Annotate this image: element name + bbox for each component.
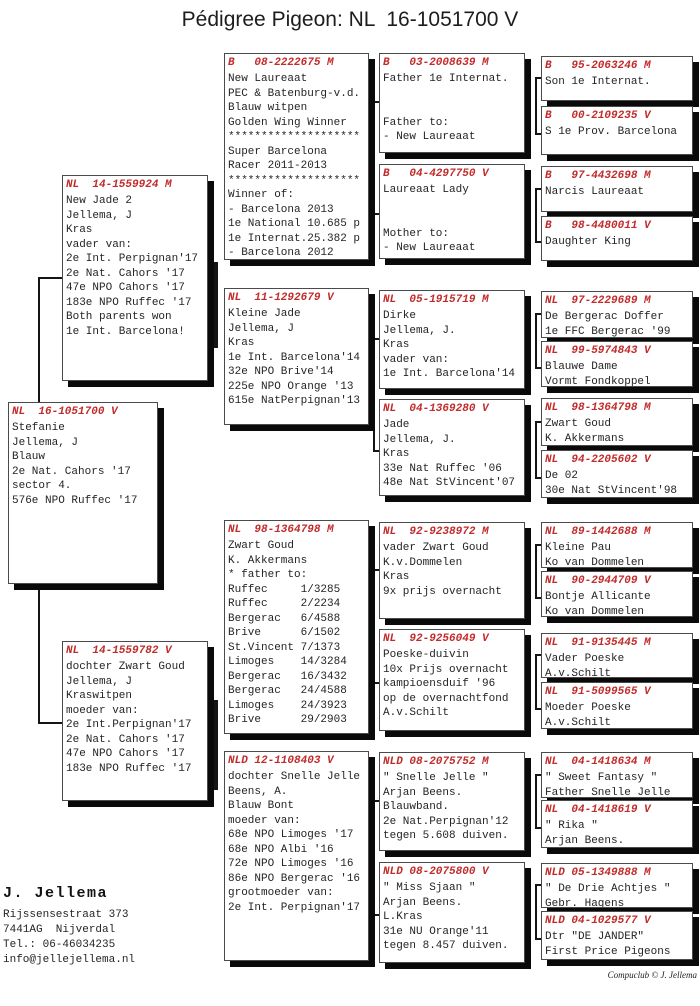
text-line: Kras <box>66 224 93 236</box>
box-details <box>545 125 689 140</box>
ring-header: B 00-2109235 V <box>545 110 651 122</box>
text-line: 2e Nat. Cahors '17 <box>66 733 185 746</box>
text-line: K.v.Dommelen <box>383 556 463 569</box>
box-details <box>12 421 154 508</box>
text-line: sector 4. <box>12 480 72 492</box>
text-line: St.Vincent 7/1373 <box>228 641 341 654</box>
ring-header: B 95-2063246 M <box>545 60 651 72</box>
ring-header: NLD 04-1029577 V <box>545 915 651 927</box>
text-line: Moeder Poeske <box>545 702 631 714</box>
box-details <box>545 771 689 798</box>
text-line: ******************** <box>228 131 361 143</box>
box-details <box>228 307 365 409</box>
text-line <box>383 198 521 213</box>
text-line: Jade <box>383 419 410 431</box>
text-line: 68e NPO Limoges '17 <box>228 829 354 841</box>
text-line: 225e NPO Orange '13 <box>228 380 354 393</box>
connector-father-bar <box>214 262 218 348</box>
text-line: Both parents won <box>66 311 172 323</box>
text-line: * father to: <box>228 569 308 581</box>
box-details <box>228 72 365 260</box>
text-line: Father Snelle Jelle <box>545 786 671 798</box>
ring-header: B 03-2008639 M <box>383 57 489 69</box>
text-line: 9x prijs overnacht <box>383 585 502 598</box>
text-line: 1e Int. Barcelona'14 <box>383 368 516 380</box>
text-line: Brive 29/2903 <box>228 714 347 726</box>
pedigree-box-grandparent-1 <box>224 53 369 260</box>
ring-header: NL 14-1559924 M <box>66 179 172 191</box>
text-line: New Laureaat <box>228 73 308 85</box>
box-details <box>228 539 365 728</box>
text-line: dochter Zwart Goud <box>66 661 185 673</box>
box-details <box>545 819 689 848</box>
pedigree-box-gg-grandparent-15 <box>541 863 693 908</box>
text-line: Jellema, J. <box>383 433 456 446</box>
text-line: Kleine Pau <box>545 542 612 554</box>
text-line: 47e NPO Cahors '17 <box>66 282 185 294</box>
pedigree-box-great-grandparent-8 <box>379 862 525 963</box>
text-line: Tel.: 06-46034235 <box>3 939 116 951</box>
text-line: ******************** <box>228 174 361 187</box>
text-line: Jellema, J <box>12 436 79 449</box>
text-line: 7441AG Nijverdal <box>3 924 116 936</box>
text-line: Blauwe Dame <box>545 361 618 373</box>
box-details <box>545 590 689 617</box>
text-line: 30e Nat StVincent'98 <box>545 484 678 497</box>
owner-block <box>3 885 135 968</box>
text-line: grootmoeder van: <box>228 887 334 899</box>
ring-header: NL 91-5099565 V <box>545 686 651 698</box>
pedigree-box-gg-grandparent-14 <box>541 800 693 848</box>
text-line: A.v.Schilt <box>545 716 612 729</box>
text-line: L.Kras <box>383 911 423 923</box>
box-details <box>383 418 521 491</box>
text-line: 1e Int. Barcelona! <box>66 325 185 338</box>
text-line: tegen 8.457 duiven. <box>383 940 509 952</box>
owner-name: J. Jellema <box>3 885 109 902</box>
text-line: Mother to: <box>383 227 450 240</box>
text-line: 2e Int. Perpignan'17 <box>228 901 361 914</box>
text-line: Jellema, J. <box>383 324 456 337</box>
text-line: Son 1e Internat. <box>545 76 651 88</box>
text-line: " De Drie Achtjes " <box>545 883 671 895</box>
text-line: Poeske-duivin <box>383 649 469 661</box>
text-line: Limoges 14/3284 <box>228 656 347 668</box>
text-line: Bergerac 16/3432 <box>228 670 347 683</box>
text-line: 31e NU Orange'11 <box>383 925 489 938</box>
pedigree-box-mother <box>62 641 208 801</box>
text-line: New Jade 2 <box>66 195 133 207</box>
text-line: Bergerac 24/4588 <box>228 685 347 697</box>
pedigree-box-gg-grandparent-7 <box>541 398 693 446</box>
text-line: Stefanie <box>12 422 65 434</box>
box-details <box>383 183 521 256</box>
ring-header: NL 04-1418634 M <box>545 756 651 768</box>
text-line: moeder van: <box>66 704 139 717</box>
box-details <box>545 701 689 729</box>
text-line: 2e Int. Perpignan'17 <box>66 253 199 265</box>
text-line: vader Zwart Goud <box>383 542 489 554</box>
pedigree-box-grandparent-4 <box>224 751 369 961</box>
text-line: Dtr "DE JANDER" <box>545 931 645 943</box>
pedigree-box-gg-grandparent-9 <box>541 522 693 568</box>
box-details <box>383 881 521 954</box>
box-details <box>228 770 365 915</box>
box-details <box>383 72 521 145</box>
text-line: dochter Snelle Jelle <box>228 771 361 783</box>
credit-line: Compuclub © J. Jellema <box>607 970 697 980</box>
text-line: Blauw witpen <box>228 102 308 114</box>
pedigree-box-gg-grandparent-4 <box>541 216 693 261</box>
page-title: Pédigree Pigeon: NL 16-1051700 V <box>181 8 519 31</box>
text-line: tegen 5.608 duiven. <box>383 830 509 842</box>
text-line: K. Akkermans <box>228 554 308 567</box>
box-details <box>383 648 521 721</box>
ring-header: NLD 08-2075752 M <box>383 756 489 768</box>
text-line: Ko van Dommelen <box>545 556 645 568</box>
text-line: S 1e Prov. Barcelona <box>545 126 678 138</box>
ring-header: NLD 05-1349888 M <box>545 867 651 879</box>
text-line: Brive 6/1502 <box>228 627 341 639</box>
pedigree-box-great-grandparent-3 <box>379 290 525 389</box>
text-line: kampioensduif '96 <box>383 678 496 690</box>
text-line: Beens, A. <box>228 785 288 798</box>
text-line: 576e NPO Ruffec '17 <box>12 494 138 507</box>
pedigree-box-great-grandparent-6 <box>379 629 525 731</box>
text-line: 32e NPO Brive'14 <box>228 366 334 378</box>
ring-header: NL 04-1369280 V <box>383 403 489 415</box>
pedigree-box-gg-grandparent-3 <box>541 166 693 212</box>
ring-header: NL 98-1364798 M <box>545 402 651 414</box>
ring-header: NL 92-9238972 M <box>383 526 489 538</box>
text-line: 2e Nat.Perpignan'12 <box>383 815 509 828</box>
box-details <box>545 75 689 90</box>
text-line <box>383 212 521 227</box>
pedigree-box-great-grandparent-2 <box>379 164 525 259</box>
ring-header: NL 98-1364798 M <box>228 524 334 536</box>
text-line: - Barcelona 2012 <box>228 247 334 259</box>
box-details <box>545 652 689 678</box>
ring-header: NL 04-1418619 V <box>545 804 651 816</box>
connector-mother-elbow <box>38 583 64 724</box>
text-line: - Barcelona 2013 <box>228 203 334 216</box>
ring-header: NL 97-2229689 M <box>545 295 651 307</box>
text-line: Bontje Allicante <box>545 591 651 603</box>
ring-header: B 08-2222675 M <box>228 57 334 69</box>
text-line: 615e NatPerpignan'13 <box>228 395 361 407</box>
text-line: Ruffec 2/2234 <box>228 598 341 610</box>
ring-header: B 04-4297750 V <box>383 168 489 180</box>
ring-header: B 98-4480011 V <box>545 220 651 232</box>
text-line: 47e NPO Cahors '17 <box>66 748 185 760</box>
text-line: " Snelle Jelle " <box>383 772 489 784</box>
ring-header: NL 90-2944709 V <box>545 575 651 587</box>
connector-mother-bar <box>214 700 218 790</box>
text-line: Daughter King <box>545 236 631 248</box>
text-line: Super Barcelona <box>228 145 328 158</box>
text-line: 1e National 10.685 p <box>228 218 361 230</box>
pedigree-box-gg-grandparent-1 <box>541 56 693 101</box>
text-line: 1e Internat.25.382 p <box>228 232 361 245</box>
text-line: A.v.Schilt <box>383 707 450 719</box>
ring-header: NL 92-9256049 V <box>383 633 489 645</box>
text-line: First Price Pigeons <box>545 945 671 958</box>
text-line: Winner of: <box>228 189 295 201</box>
text-line: Rijssensestraat 373 <box>3 909 129 921</box>
text-line: Limoges 24/3923 <box>228 699 347 712</box>
owner-address <box>3 908 135 968</box>
text-line: Zwart Goud <box>545 418 612 430</box>
box-details <box>545 541 689 568</box>
text-line: vader van: <box>66 238 133 251</box>
ring-header: NL 14-1559782 V <box>66 645 172 657</box>
ring-header: NLD 12-1108403 V <box>228 755 334 767</box>
text-line: Vader Poeske <box>545 653 625 665</box>
pedigree-box-gg-grandparent-5 <box>541 291 693 338</box>
text-line: Kleine Jade <box>228 308 301 320</box>
text-line: Kras <box>228 337 255 349</box>
text-line: Father 1e Internat. <box>383 73 509 85</box>
pedigree-box-gg-grandparent-8 <box>541 450 693 498</box>
text-line: Kras <box>383 448 410 460</box>
pedigree-box-gg-grandparent-16 <box>541 911 693 960</box>
box-details <box>66 194 204 339</box>
text-line: 1e Int. Barcelona'14 <box>228 351 361 364</box>
text-line: moeder van: <box>228 814 301 827</box>
pedigree-box-gg-grandparent-12 <box>541 682 693 729</box>
pedigree-box-great-grandparent-1 <box>379 53 525 153</box>
text-line: Golden Wing Winner <box>228 116 347 129</box>
box-details <box>545 310 689 338</box>
ring-header: NLD 08-2075800 V <box>383 866 489 878</box>
text-line: op de overnachtfond <box>383 692 509 705</box>
text-line: K. Akkermans <box>545 432 625 445</box>
pedigree-box-gg-grandparent-10 <box>541 571 693 617</box>
text-line: Ko van Dommelen <box>545 605 645 617</box>
text-line: Blauw Bont <box>228 800 295 812</box>
text-line: Arjan Beens. <box>545 834 625 847</box>
text-line: Jellema, J <box>66 675 133 688</box>
box-details <box>545 185 689 200</box>
text-line: 183e NPO Ruffec '17 <box>66 296 192 309</box>
box-details <box>545 469 689 498</box>
text-line: Father to: <box>383 116 450 129</box>
pedigree-box-father <box>62 175 208 381</box>
pedigree-box-gg-grandparent-2 <box>541 106 693 155</box>
text-line: Arjan Beens. <box>383 786 463 799</box>
text-line: 86e NPO Bergerac '16 <box>228 872 361 885</box>
ring-header: NL 11-1292679 V <box>228 292 334 304</box>
pedigree-box-grandparent-2 <box>224 288 369 425</box>
connector-father-elbow <box>38 277 64 406</box>
ring-header: NL 91-9135445 M <box>545 637 651 649</box>
text-line <box>383 87 521 102</box>
box-details <box>545 360 689 387</box>
text-line: Blauwband. <box>383 801 450 813</box>
box-details <box>383 771 521 844</box>
ring-header: NL 94-2205602 V <box>545 454 651 466</box>
text-line: De Bergerac Doffer <box>545 311 664 323</box>
ring-header: NL 05-1915719 M <box>383 294 489 306</box>
pedigree-box-subject <box>8 402 158 584</box>
ring-header: NL 99-5974843 V <box>545 345 651 357</box>
box-details <box>545 882 689 908</box>
text-line: A.v.Schilt <box>545 667 612 678</box>
box-details <box>545 930 689 959</box>
box-details <box>66 660 204 776</box>
text-line: Kraswitpen <box>66 690 133 702</box>
text-line: Narcis Laureaat <box>545 186 645 198</box>
text-line: 2e Nat. Cahors '17 <box>12 465 131 478</box>
pedigree-box-great-grandparent-5 <box>379 522 525 619</box>
text-line: " Miss Sjaan " <box>383 882 476 894</box>
pedigree-box-great-grandparent-4 <box>379 399 525 496</box>
box-details <box>383 541 521 599</box>
text-line: Kras <box>383 571 410 583</box>
box-details <box>545 417 689 446</box>
pedigree-box-gg-grandparent-11 <box>541 633 693 678</box>
text-line: 33e Nat Ruffec '06 <box>383 462 502 475</box>
text-line: Jellema, J <box>66 209 133 222</box>
text-line: Dirke <box>383 310 417 322</box>
text-line: Vormt Fondkoppel <box>545 375 651 387</box>
text-line: Racer 2011-2013 <box>228 160 328 172</box>
ring-header: NL 89-1442688 M <box>545 526 651 538</box>
text-line: Bergerac 6/4588 <box>228 612 341 625</box>
text-line: vader van: <box>383 353 450 366</box>
text-line: Blauw <box>12 451 46 463</box>
text-line: Ruffec 1/3285 <box>228 583 341 596</box>
pedigree-box-gg-grandparent-6 <box>541 341 693 387</box>
pedigree-box-grandparent-3 <box>224 520 369 734</box>
text-line: " Rika " <box>545 820 598 832</box>
text-line: 2e Nat. Cahors '17 <box>66 267 185 280</box>
text-line: info@jellejellema.nl <box>3 954 136 966</box>
pedigree-box-great-grandparent-7 <box>379 752 525 851</box>
text-line: 48e Nat StVincent'07 <box>383 477 516 489</box>
ring-header: NL 16-1051700 V <box>12 406 118 418</box>
text-line: Arjan Beens. <box>383 896 463 909</box>
text-line: Jellema, J <box>228 322 295 335</box>
text-line: - New Laureaat <box>383 131 476 143</box>
box-details <box>545 235 689 250</box>
ring-header: B 97-4432698 M <box>545 170 651 182</box>
text-line: De 02 <box>545 470 579 482</box>
text-line: Zwart Goud <box>228 540 295 552</box>
text-line <box>383 101 521 116</box>
text-line: 2e Int.Perpignan'17 <box>66 719 192 731</box>
pedigree-box-gg-grandparent-13 <box>541 752 693 798</box>
text-line: PEC & Batenburg-v.d. <box>228 87 361 100</box>
text-line: 1e FFC Bergerac '99 <box>545 325 671 338</box>
text-line: 72e NPO Limoges '16 <box>228 858 354 870</box>
text-line: Gebr. Hagens <box>545 897 625 908</box>
text-line: 10x Prijs overnacht <box>383 663 509 676</box>
text-line: Kras <box>383 339 410 351</box>
text-line: Laureaat Lady <box>383 184 469 196</box>
text-line: 68e NPO Albi '16 <box>228 843 334 856</box>
text-line: - New Laureaat <box>383 242 476 254</box>
text-line: 183e NPO Ruffec '17 <box>66 762 192 775</box>
box-details <box>383 309 521 382</box>
text-line: " Sweet Fantasy " <box>545 772 658 784</box>
